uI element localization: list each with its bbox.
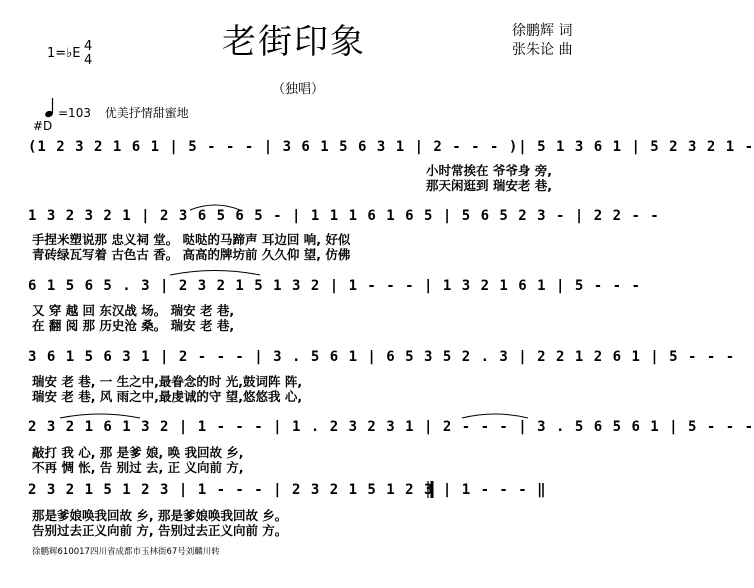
modulation-mark: #D: [33, 119, 53, 133]
notation-line-6: 2 3 2 1 5 1 2 3 | 1 - - - | 2 3 2 1 5 1 2 3 | 1 - - - ‖: [28, 482, 547, 498]
lyrics-line-6-verse-1: 那是爹娘唤我回故 乡, 那是爹娘唤我回故 乡。: [32, 508, 288, 523]
notation-line-5: 2 3 2 1 6 1 3 2 | 1 - - - | 1 . 2 3 2 3 1 | 2 - - - | 3 . 5 6 5 6 1 | 5 - - -: [28, 419, 754, 435]
key-signature: 1=♭E: [47, 46, 81, 61]
notation-line-3: 6 1 5 6 5 . 3 | 2 3 2 1 5 1 3 2 | 1 - - - | 1 3 2 1 6 1 | 5 - - -: [28, 278, 641, 294]
tempo-value: =103: [58, 106, 91, 120]
slur-line5b: [462, 414, 528, 418]
lyrics-line-1-verse-2: 那天闲逛到 瑞安老 巷,: [426, 178, 552, 193]
song-title: 老街印象: [222, 22, 366, 62]
lyrics-line-6-verse-2: 告别过去正义向前 方, 告别过去正义向前 方。: [32, 523, 288, 538]
time-signature-denominator: 4: [84, 53, 93, 68]
lyrics-line-4-verse-1: 瑞安 老 巷, 一 生之中,最眷念的时 光,鼓词阵 阵,: [32, 374, 303, 389]
notation-line-1: (1 2 3 2 1 6 1 | 5 - - - | 3 6 1 5 6 3 1 | 2 - - - )| 5 1 3 6 1 | 5 2 3 2 1 -: [28, 139, 754, 155]
expression-text: 优美抒情甜蜜地: [104, 106, 189, 120]
footer-contact: 徐鹏辉610017四川省成都市玉林街67号刘麟川转: [32, 547, 220, 557]
lyrics-line-5-verse-1: 敲打 我 心, 那 是爹 娘, 唤 我回故 乡,: [32, 445, 244, 460]
slur-line5: [60, 414, 140, 418]
lyrics-line-5-verse-2: 不再 惆 怅, 告 别过 去, 正 义向前 方,: [32, 460, 244, 475]
lyrics-line-4-verse-2: 瑞安 老 巷, 风 雨之中,最虔诚的守 望,悠悠我 心,: [32, 389, 303, 404]
tempo-marking: [58, 104, 189, 121]
slur-line3: [170, 271, 260, 276]
lyricist-credit: 徐鹏辉 词: [512, 23, 573, 39]
lyrics-line-2-verse-2: 青砖绿瓦写着 古色古 香。 高高的牌坊前 久久仰 望, 仿佛: [32, 247, 351, 262]
notation-line-2: 1 3 2 3 2 1 | 2 3 6 5 6 5 - | 1 1 1 6 1 6 5 | 5 6 5 2 3 - | 2 2 - -: [28, 208, 660, 224]
lyrics-line-1-verse-1: 小时常挨在 爷爷身 旁,: [426, 163, 552, 178]
song-subtitle: （独唱）: [272, 82, 325, 97]
lyrics-line-3-verse-2: 在 翻 阅 那 历史沧 桑。 瑞安 老 巷,: [32, 318, 235, 333]
lyrics-line-2-verse-1: 手捏米塑说那 忠义祠 堂。 哒哒的马蹄声 耳边回 响, 好似: [32, 232, 351, 247]
notation-line-4: 3 6 1 5 6 3 1 | 2 - - - | 3 . 5 6 1 | 6 5 3 5 2 . 3 | 2 2 1 2 6 1 | 5 - - -: [28, 349, 736, 365]
lyrics-line-3-verse-1: 又 穿 越 回 东汉战 场。 瑞安 老 巷,: [32, 303, 235, 318]
composer-credit: 张朱论 曲: [512, 42, 573, 58]
time-signature-numerator: 4: [84, 39, 93, 54]
